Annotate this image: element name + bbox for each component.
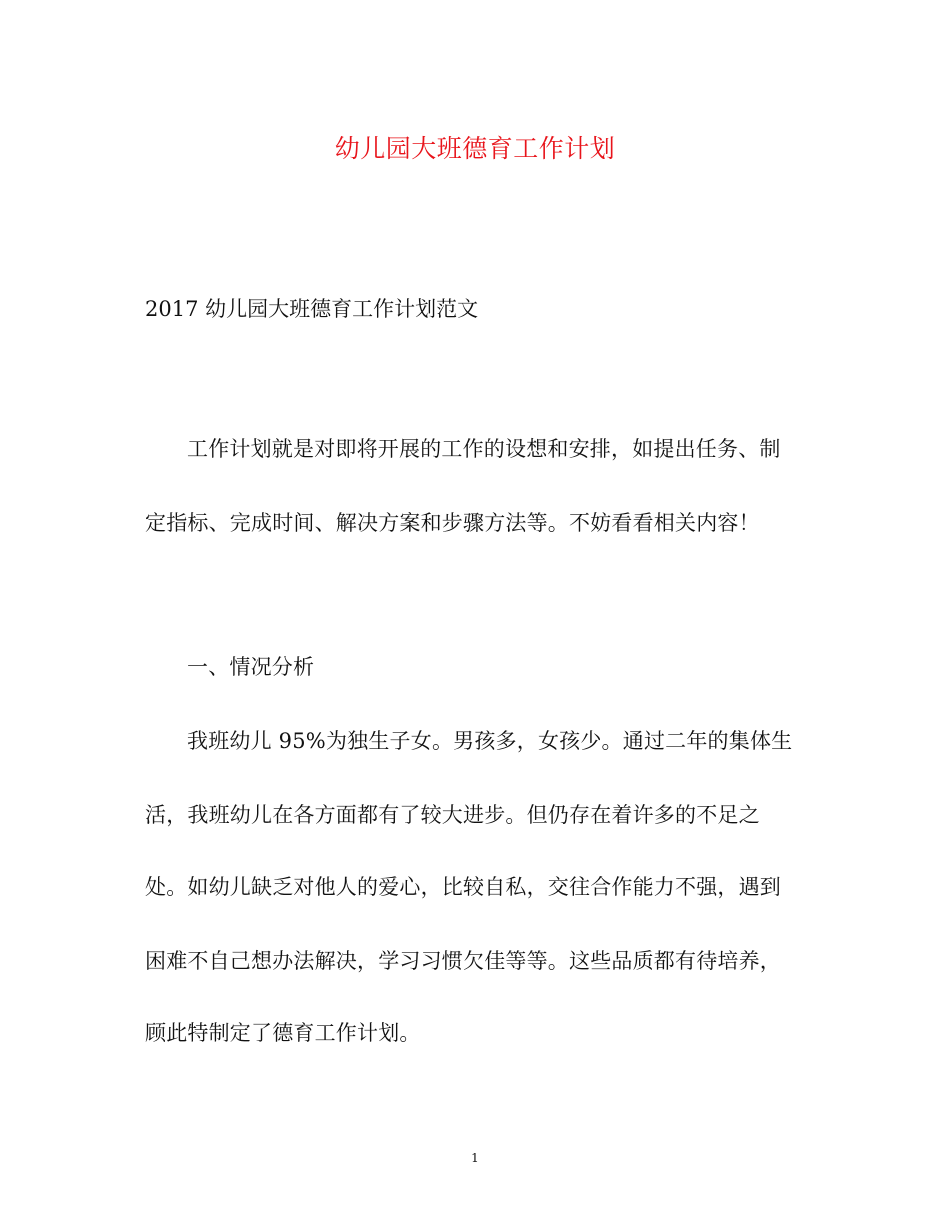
analysis-line-1: 我班幼儿 95%为独生子女。男孩多，女孩少。通过二年的集体生	[187, 729, 793, 753]
page-title: 幼儿园大班德育工作计划	[334, 134, 616, 163]
analysis-line-2: 活，我班幼儿在各方面都有了较大进步。但仍存在着许多的不足之	[145, 803, 760, 827]
section-heading: 一、情况分析	[187, 655, 315, 679]
intro-line-1: 工作计划就是对即将开展的工作的设想和安排，如提出任务、制	[187, 437, 781, 461]
intro-line-2: 定指标、完成时间、解决方案和步骤方法等。不妨看看相关内容！	[145, 511, 760, 535]
analysis-line-3: 处。如幼儿缺乏对他人的爱心，比较自私，交往合作能力不强，遇到	[145, 875, 781, 899]
page-number: 1	[471, 1151, 479, 1165]
analysis-line-4: 困难不自己想办法解决，学习习惯欠佳等等。这些品质都有待培养，	[145, 949, 781, 973]
document-subtitle: 2017 幼儿园大班德育工作计划范文	[145, 297, 479, 321]
analysis-line-5: 顾此特制定了德育工作计划。	[145, 1021, 421, 1045]
